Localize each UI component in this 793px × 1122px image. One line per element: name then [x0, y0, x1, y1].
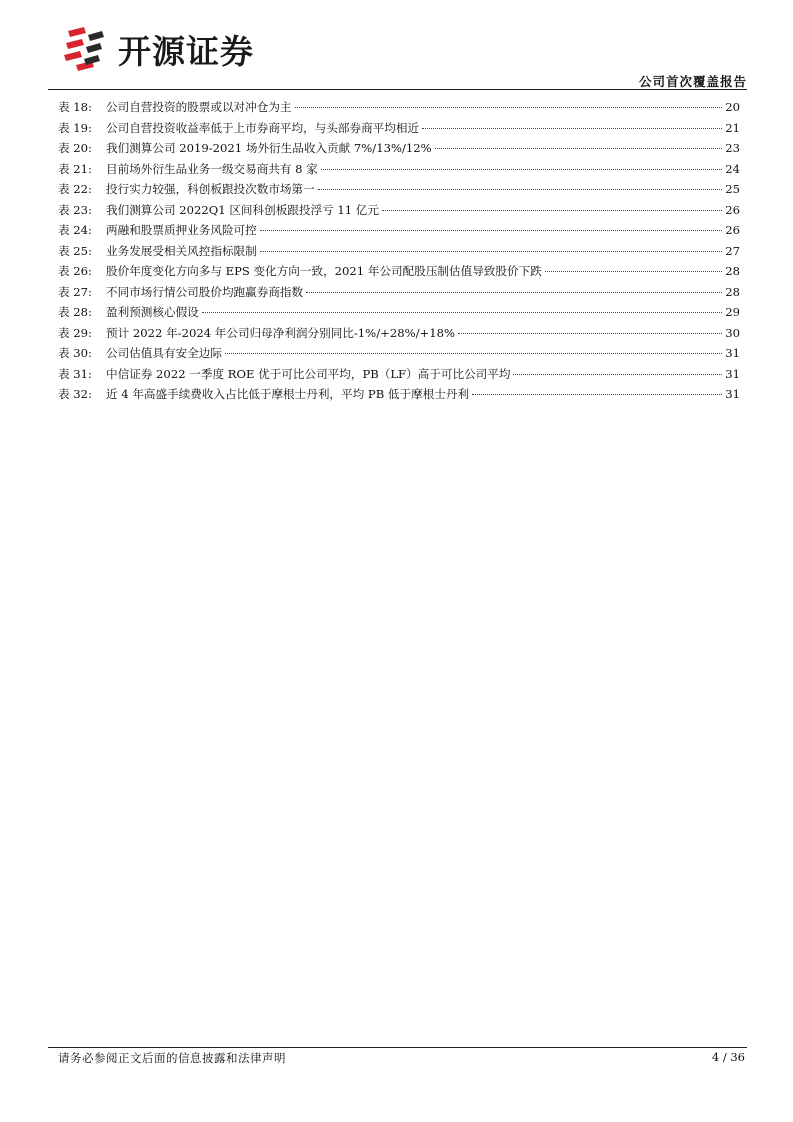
toc-entry-number: 表 29: [58, 325, 92, 340]
toc-entry[interactable] [58, 220, 740, 241]
toc-entry-title: 盈利预测核心假设 [106, 305, 199, 319]
toc-leader-dots [202, 312, 722, 313]
toc-leader-dots [318, 189, 723, 190]
toc-entry[interactable] [58, 118, 740, 139]
toc-entry-page: 26 [725, 202, 740, 217]
toc-leader-dots [225, 353, 722, 354]
table-of-contents [58, 97, 740, 405]
toc-entry-title: 两融和股票质押业务风险可控 [106, 223, 257, 237]
page-header [0, 0, 793, 92]
toc-leader-dots [382, 210, 722, 211]
toc-entry-title: 公司自营投资收益率低于上市券商平均，与头部券商平均相近 [106, 120, 420, 135]
header-divider [48, 89, 747, 90]
toc-entry-number: 表 22: [58, 182, 92, 196]
toc-entry-title: 我们测算公司 2022Q1 区间科创板跟投浮亏 11 亿元 [106, 202, 379, 217]
toc-entry-title: 中信证券 2022 一季度 ROE 优于可比公司平均，PB（LF）高于可比公司平均 [106, 366, 511, 381]
toc-leader-dots [472, 394, 722, 395]
toc-leader-dots [422, 128, 722, 129]
company-logo [62, 24, 254, 74]
toc-entry[interactable] [58, 364, 740, 385]
toc-entry-number: 表 19: [58, 120, 92, 135]
toc-leader-dots [260, 230, 723, 231]
toc-entry[interactable] [58, 97, 740, 118]
toc-entry[interactable] [58, 261, 740, 282]
toc-entry[interactable] [58, 384, 740, 405]
report-type-label: 公司首次覆盖报告 [638, 74, 747, 89]
toc-entry-page: 25 [725, 182, 740, 196]
toc-entry-page: 27 [725, 243, 740, 258]
toc-entry-page: 20 [725, 100, 740, 114]
toc-entry-page: 31 [725, 387, 740, 401]
toc-entry-title: 公司自营投资的股票或以对冲仓为主 [106, 100, 292, 114]
toc-entry-title: 目前场外衍生品业务一级交易商共有 8 家 [106, 161, 318, 176]
toc-entry[interactable] [58, 323, 740, 344]
toc-entry-page: 21 [725, 120, 740, 135]
toc-entry-page: 24 [725, 161, 740, 176]
toc-entry-page: 31 [725, 346, 740, 360]
logo-text: 开源证券 [118, 31, 254, 71]
footer-disclaimer: 请务必参阅正文后面的信息披露和法律声明 [58, 1051, 286, 1065]
toc-entry-title: 不同市场行情公司股价均跑赢券商指数 [106, 284, 304, 299]
toc-leader-dots [260, 251, 723, 252]
toc-entry-number: 表 18: [58, 100, 92, 114]
toc-entry[interactable] [58, 241, 740, 262]
toc-entry-title: 我们测算公司 2019-2021 场外衍生品收入贡献 7%/13%/12% [106, 141, 432, 155]
toc-leader-dots [295, 107, 723, 108]
toc-entry-page: 26 [725, 223, 740, 237]
toc-entry[interactable] [58, 138, 740, 159]
toc-leader-dots [321, 169, 722, 170]
toc-entry-title: 公司估值具有安全边际 [106, 346, 222, 360]
toc-entry-number: 表 20: [58, 141, 92, 155]
kaiyuan-logo-icon [62, 25, 112, 73]
toc-entry-title: 投行实力较强，科创板跟投次数市场第一 [106, 182, 315, 196]
toc-entry-number: 表 28: [58, 305, 92, 319]
toc-entry-number: 表 23: [58, 202, 92, 217]
toc-entry-number: 表 25: [58, 243, 92, 258]
toc-entry[interactable] [58, 343, 740, 364]
toc-entry-page: 28 [725, 284, 740, 299]
toc-leader-dots [435, 148, 723, 149]
toc-entry-page: 31 [725, 366, 740, 381]
toc-entry[interactable] [58, 200, 740, 221]
toc-entry-number: 表 27: [58, 284, 92, 299]
toc-entry-title: 近 4 年高盛手续费收入占比低于摩根士丹利，平均 PB 低于摩根士丹利 [106, 387, 470, 401]
toc-leader-dots [306, 292, 722, 293]
toc-entry-number: 表 32: [58, 387, 92, 401]
toc-entry-page: 23 [725, 141, 740, 155]
toc-entry-number: 表 21: [58, 161, 92, 176]
toc-entry-title: 业务发展受相关风控指标限制 [106, 243, 257, 258]
toc-entry-page: 30 [725, 325, 740, 340]
toc-entry-page: 29 [725, 305, 740, 319]
footer-divider [48, 1047, 747, 1048]
toc-leader-dots [458, 333, 722, 334]
toc-entry-number: 表 30: [58, 346, 92, 360]
toc-leader-dots [545, 271, 722, 272]
toc-entry[interactable] [58, 302, 740, 323]
toc-entry-page: 28 [725, 264, 740, 278]
toc-entry-number: 表 31: [58, 366, 92, 381]
toc-entry[interactable] [58, 179, 740, 200]
toc-entry-number: 表 26: [58, 264, 92, 278]
toc-entry-title: 预计 2022 年-2024 年公司归母净利润分别同比-1%/+28%/+18% [106, 325, 455, 340]
toc-entry-number: 表 24: [58, 223, 92, 237]
toc-entry[interactable] [58, 159, 740, 180]
page-number: 4 / 36 [711, 1050, 745, 1064]
toc-entry-title: 股价年度变化方向多与 EPS 变化方向一致，2021 年公司配股压制估值导致股价下跌 [106, 264, 542, 278]
toc-entry[interactable] [58, 282, 740, 303]
toc-leader-dots [513, 374, 722, 375]
